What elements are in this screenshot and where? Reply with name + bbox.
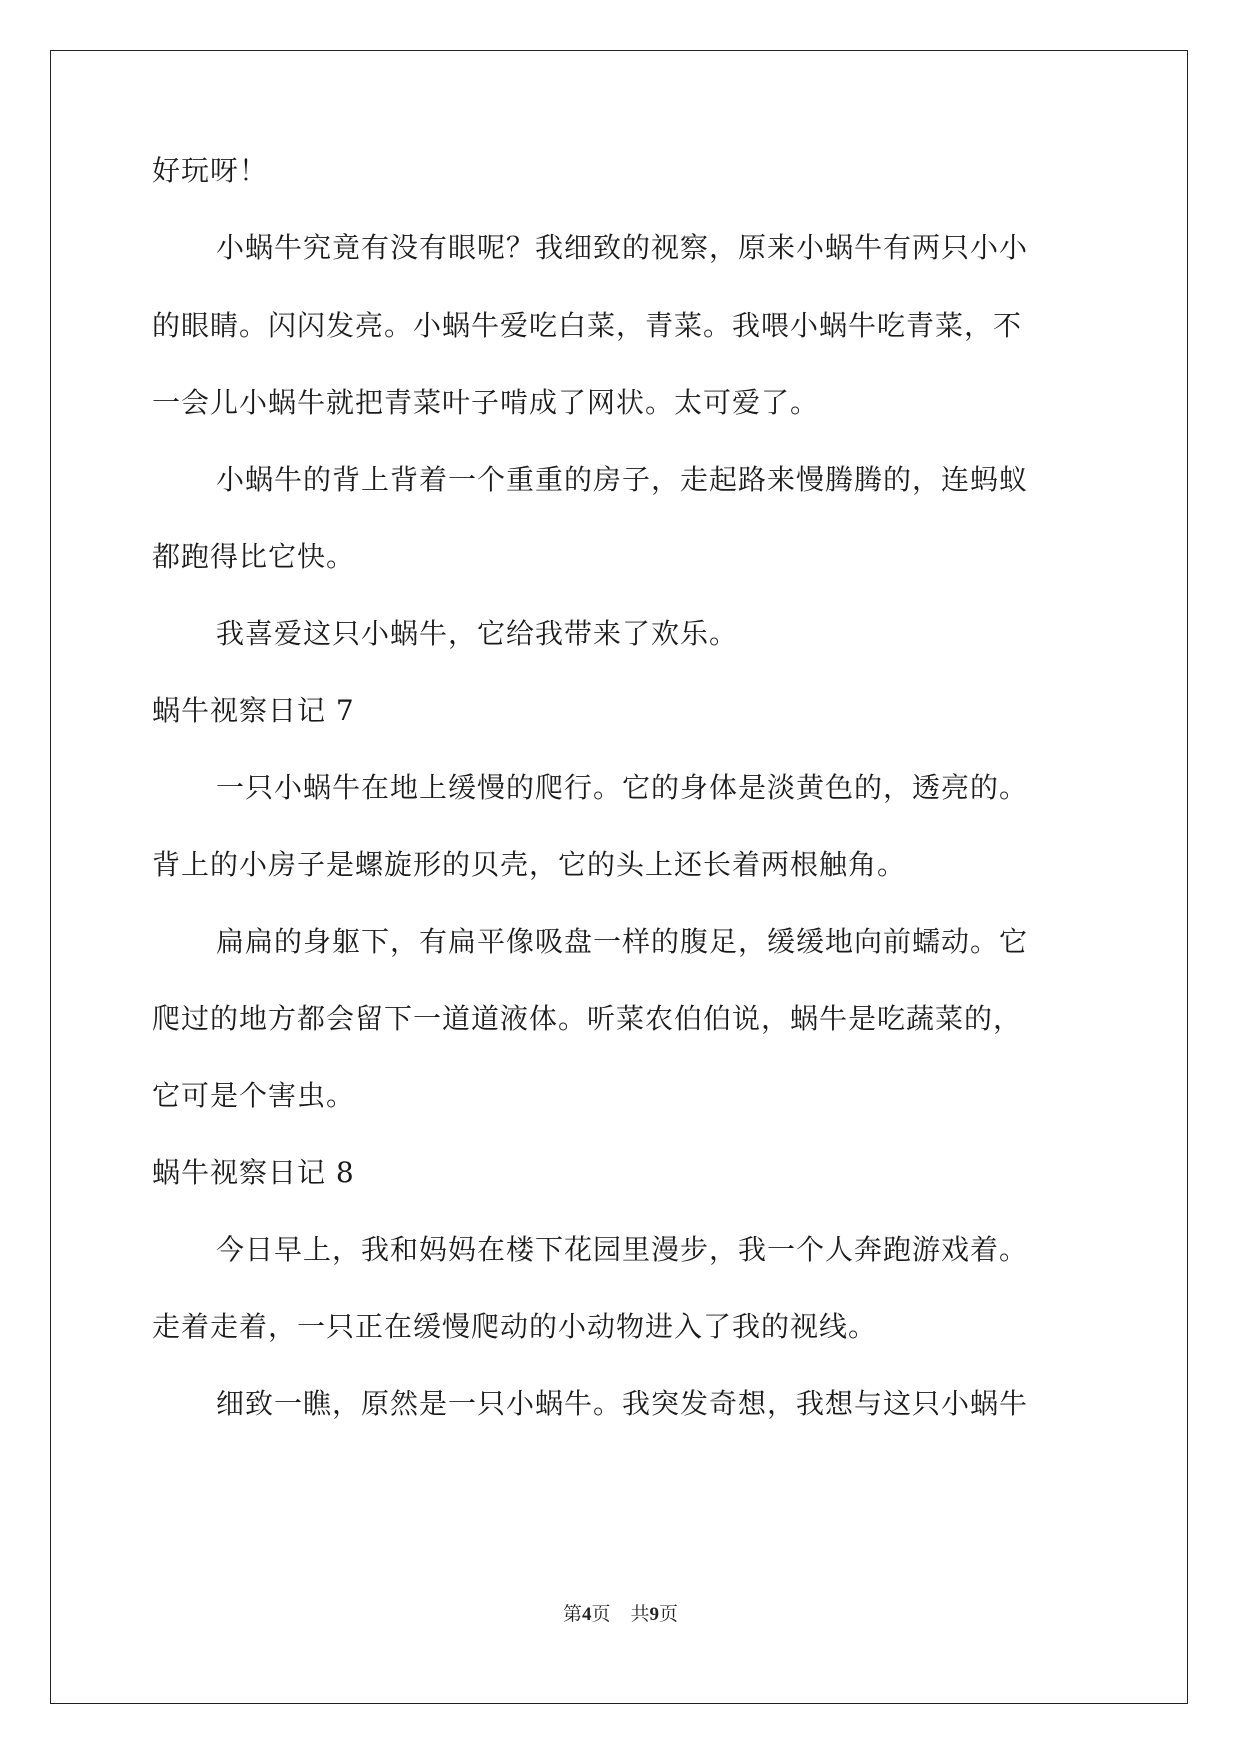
text-line-6: 都跑得比它快。 [152,540,356,573]
text-line-9: 一只小蜗牛在地上缓慢的爬行。它的身体是淡黄色的，透亮的。 [216,771,1029,804]
text-line-17: 细致一瞧，原然是一只小蜗牛。我突发奇想，我想与这只小蜗牛 [216,1387,1029,1420]
page-footer [0,1602,1241,1627]
section-heading-7: 蜗牛视察日记 7 [152,694,355,727]
text-line-10: 背上的小房子是螺旋形的贝壳，它的头上还长着两根触角。 [152,848,907,881]
footer-total-prefix: 共 [630,1603,650,1625]
footer-total-number: 9 [649,1604,660,1625]
text-line-2: 小蜗牛究竟有没有眼呢？我细致的视察，原来小蜗牛有两只小小 [216,231,1029,264]
text-line-5: 小蜗牛的背上背着一个重重的房子，走起路来慢腾腾的，连蚂蚁 [216,463,1029,496]
text-line-7: 我喜爱这只小蜗牛，它给我带来了欢乐。 [216,617,739,650]
text-line-13: 它可是个害虫。 [152,1079,356,1112]
footer-page-number: 4 [581,1604,592,1625]
text-line-16: 走着走着，一只正在缓慢爬动的小动物进入了我的视线。 [152,1310,878,1343]
text-line-15: 今日早上，我和妈妈在楼下花园里漫步，我一个人奔跑游戏着。 [216,1233,1029,1266]
section-heading-8: 蜗牛视察日记 8 [152,1156,355,1189]
text-line-4: 一会儿小蜗牛就把青菜叶子啃成了网状。太可爱了。 [152,386,820,419]
text-line-11: 扁扁的身躯下，有扁平像吸盘一样的腹足，缓缓地向前蠕动。它 [216,925,1029,958]
footer-page-prefix: 第 [562,1603,582,1625]
text-line-12: 爬过的地方都会留下一道道液体。听菜农伯伯说，蜗牛是吃蔬菜的， [152,1002,1023,1035]
text-line-1: 好玩呀！ [152,154,269,187]
footer-page-suffix: 页 [591,1603,611,1625]
text-line-3: 的眼睛。闪闪发亮。小蜗牛爱吃白菜，青菜。我喂小蜗牛吃青菜，不 [152,309,1023,342]
footer-total-suffix: 页 [659,1603,679,1625]
